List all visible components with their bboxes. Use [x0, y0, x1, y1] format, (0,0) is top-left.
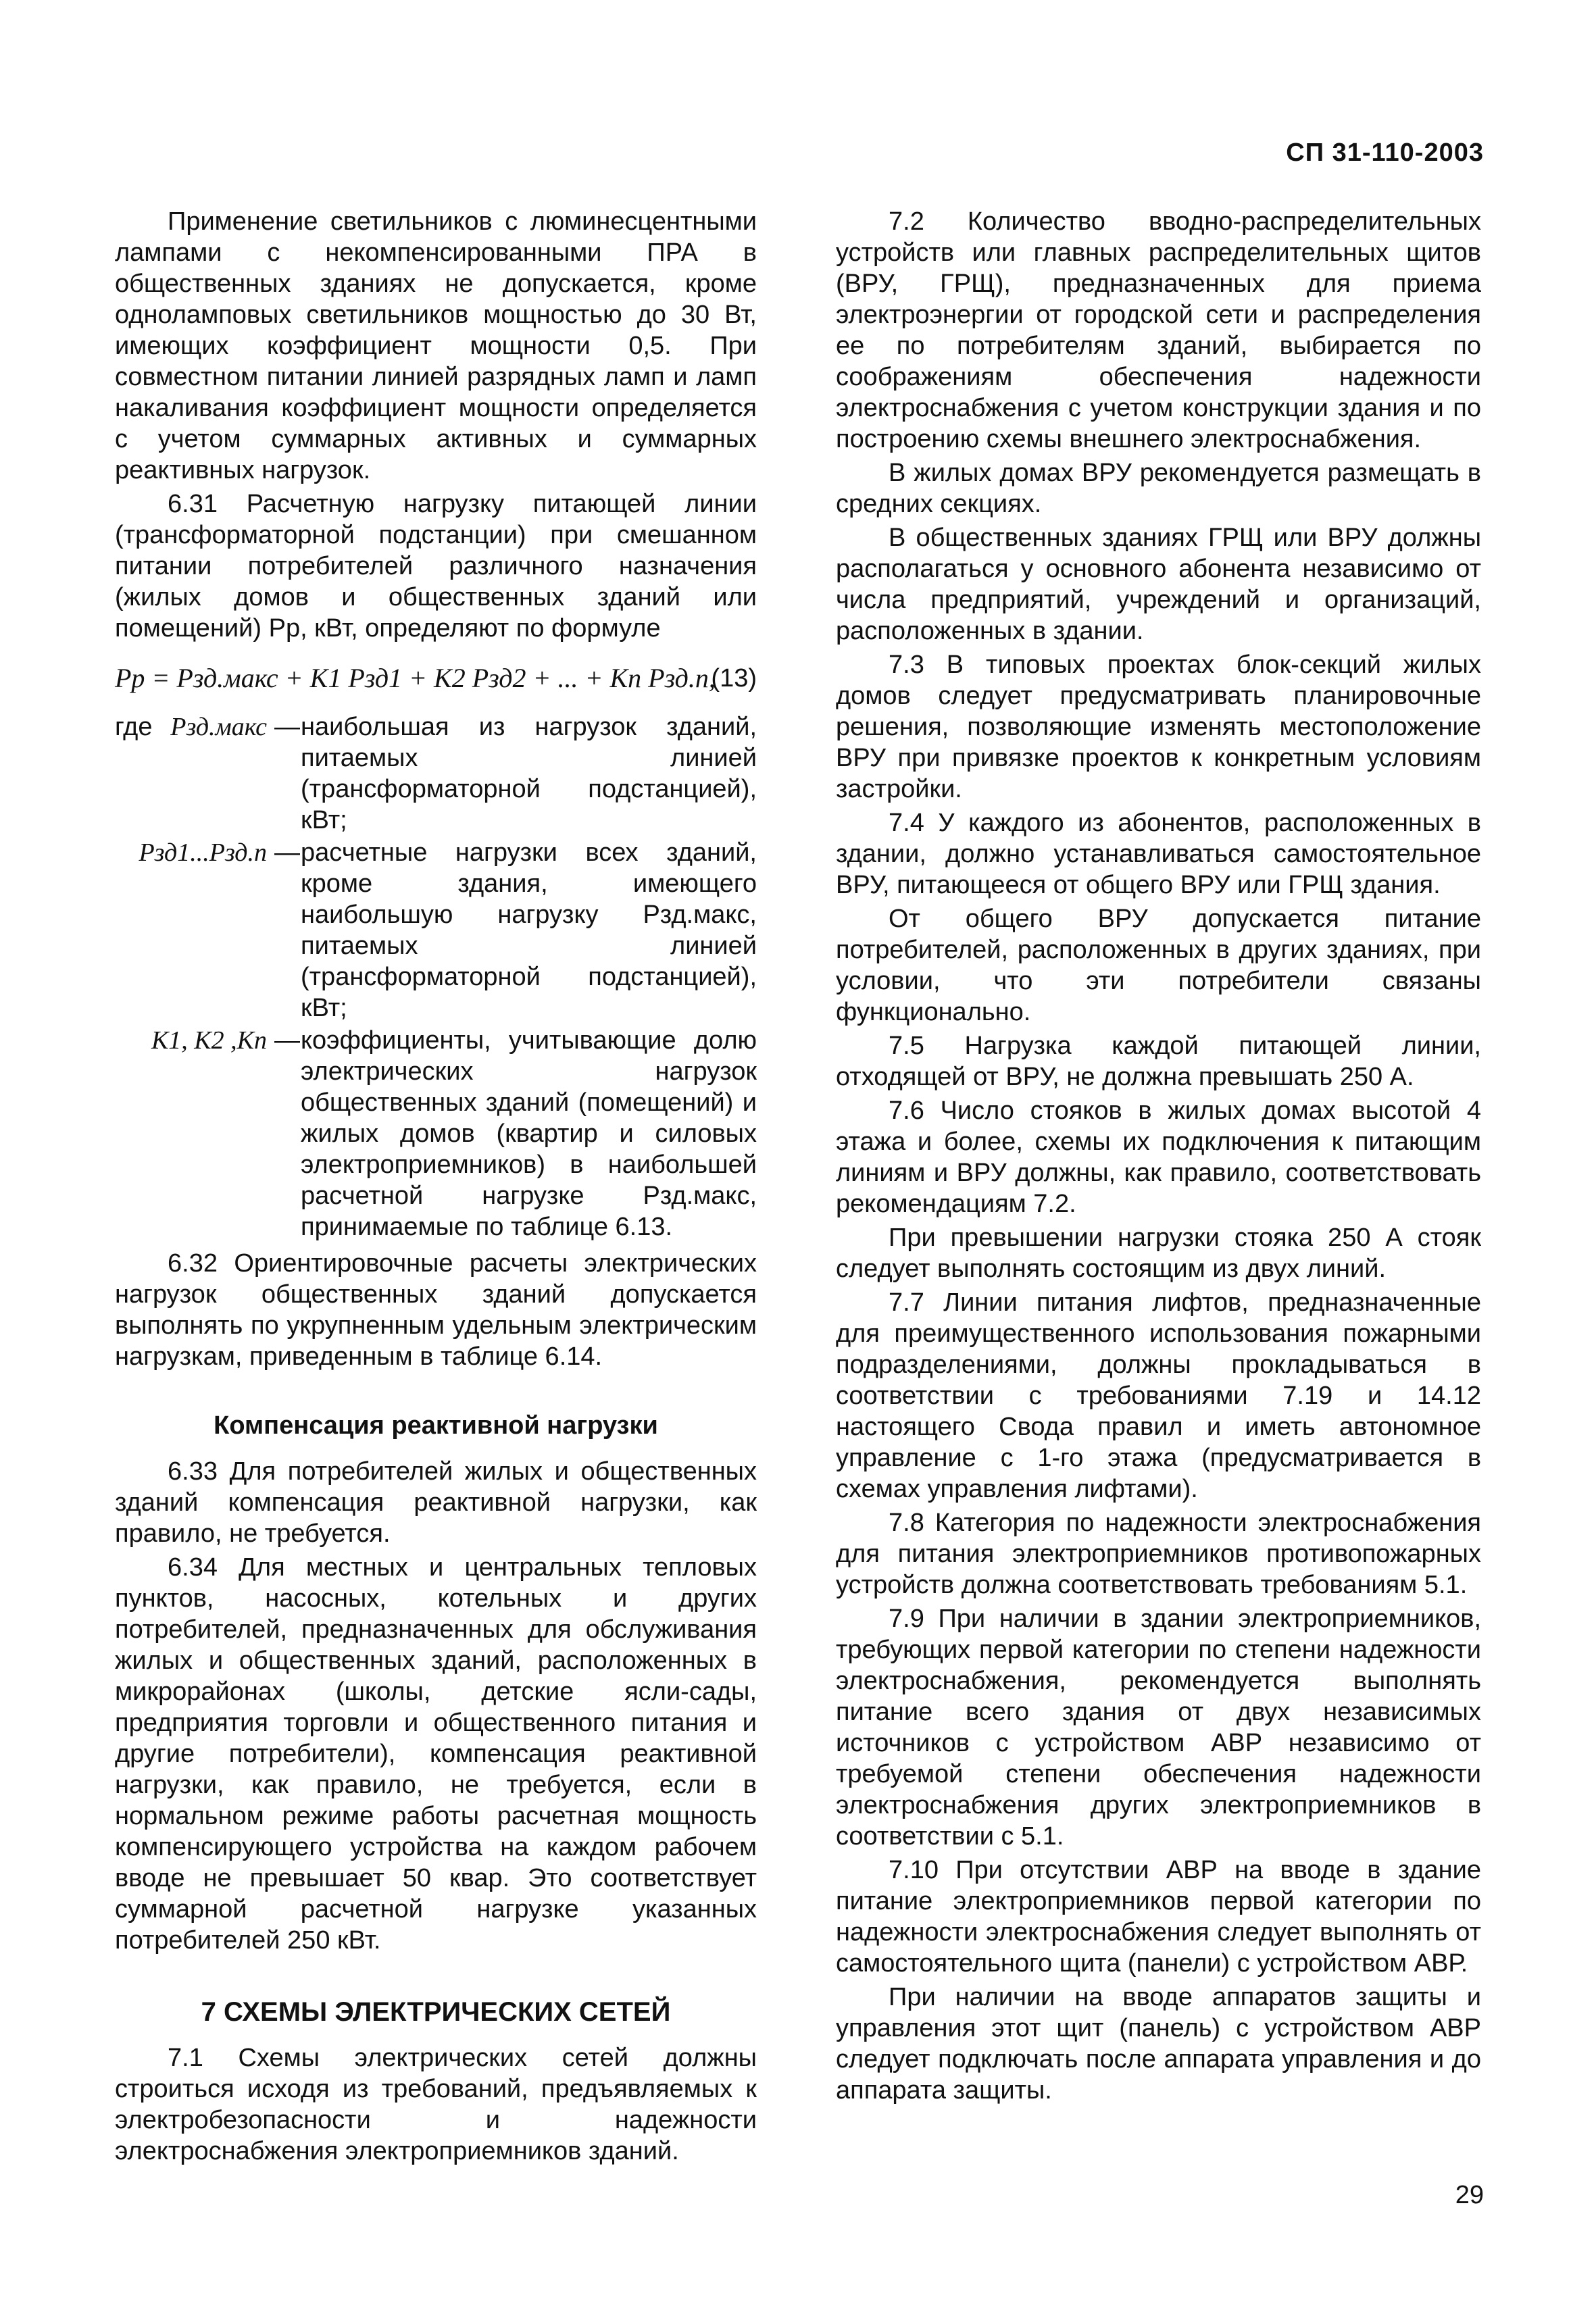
paragraph: При превышении нагрузки стояка 250 А стояк следует выполнять состоящим из двух линий.: [836, 1224, 1481, 1283]
formula-number: (13): [711, 664, 757, 693]
where-word: где: [115, 713, 153, 741]
legend-description: наибольшая из нагрузок зданий, питаемых линией (трансформаторной подстанцией), кВт;: [301, 713, 757, 834]
paragraph: 7.3 В типовых проектах блок-секций жилых домов следует предусматривать планировочные решения, позволяющие изменять местоположение ВРУ при привязке проектов к конкретным условиям застройки.: [836, 651, 1481, 803]
document-code: СП 31-110-2003: [1286, 139, 1484, 167]
paragraph: 6.32 Ориентировочные расчеты электрических нагрузок общественных зданий допускается выполнять по укрупненным удельным электрическим нагрузкам, приведенным в таблице 6.14.: [115, 1249, 757, 1371]
legend-symbol: Pзд1...Pзд.n: [139, 838, 267, 867]
paragraph: 6.34 Для местных и центральных тепловых пунктов, насосных, котельных и других потребителей, предназначенных для обслуживания жилых и общественных зданий, расположенных в микрорайонах (школы, детские ясли-сады, предприятия торговли и общественного питания и другие потребители), компенсация реактивной нагрузки, как правило, не требуется, если в нормальном режиме работы расчетная мощность компенсирующего устройства на каждом рабочем вводе не превышает 50 квар. Это соответствует суммарной расчетной нагрузке указанных потребителей 250 кВт.: [115, 1553, 757, 1955]
paragraph: 7.7 Линии питания лифтов, предназначенные для преимущественного использования пожарными подразделениями, должны прокладываться в соответствии с требованиями 7.19 и 14.12 настоящего Свода правил и иметь автономное управление с 1-го этажа (предусматривается в схемах управления лифтами).: [836, 1288, 1481, 1503]
section-heading: 7 СХЕМЫ ЭЛЕКТРИЧЕСКИХ СЕТЕЙ: [201, 1997, 671, 2027]
section-subheading: Компенсация реактивной нагрузки: [214, 1411, 658, 1440]
paragraph: От общего ВРУ допускается питание потребителей, расположенных в других зданиях, при условии, что эти потребители связаны функционально.: [836, 905, 1481, 1026]
paragraph: 6.33 Для потребителей жилых и общественных зданий компенсация реактивной нагрузки, как правило, не требуется.: [115, 1457, 757, 1548]
legend-row: [115, 1025, 757, 1242]
paragraph: 6.31 Расчетную нагрузку питающей линии (трансформаторной подстанции) при смешанном питании потребителей различного назначения (жилых домов и общественных зданий или помещений) Pр, кВт, определяют по формуле: [115, 490, 757, 643]
formula-expression: Pр = Pзд.макс + K1 Pзд1 + K2 Pзд2 + ... + Kn Pзд.n,: [115, 663, 716, 693]
legend-dash: —: [274, 838, 300, 867]
formula-legend: [115, 711, 757, 1242]
paragraph: 7.1 Схемы электрических сетей должны строиться исходя из требований, предъявляемых к электробезопасности и надежности электроснабжения электроприемников зданий.: [115, 2044, 757, 2165]
legend-symbol: Pзд.макс: [170, 713, 267, 741]
paragraph: В жилых домах ВРУ рекомендуется размещать в средних секциях.: [836, 459, 1481, 518]
legend-description: расчетные нагрузки всех зданий, кроме здания, имеющего наибольшую нагрузку Pзд.макс, питаемых линией (трансформаторной подстанцией), кВт;: [301, 838, 757, 1022]
page-number: 29: [1455, 2181, 1484, 2209]
left-column: [115, 206, 757, 2169]
legend-description: коэффициенты, учитывающие долю электрических нагрузок общественных зданий (помещений) и жилых домов (квартир и силовых электроприемников) в наибольшей расчетной нагрузке Pзд.макс, принимаемые по таблице 6.13.: [301, 1026, 757, 1241]
right-column: [836, 206, 1481, 2109]
legend-row: [115, 711, 757, 836]
legend-dash: —: [274, 1026, 300, 1055]
paragraph: При наличии на вводе аппаратов защиты и управления этот щит (панель) с устройством АВР следует подключать после аппарата управления и до аппарата защиты.: [836, 1983, 1481, 2105]
legend-dash: —: [274, 713, 300, 741]
legend-symbol: K1, K2 ,Kn: [151, 1026, 267, 1055]
legend-row: [115, 837, 757, 1024]
paragraph: Применение светильников с люминесцентными лампами с некомпенсированными ПРА в общественных зданиях не допускается, кроме одноламповых светильников мощностью до 30 Вт, имеющих коэффициент мощности 0,5. При совместном питании линией разрядных ламп и ламп накаливания коэффициент мощности определяется с учетом суммарных активных и суммарных реактивных нагрузок.: [115, 207, 757, 484]
formula-13: [115, 656, 757, 705]
paragraph: 7.5 Нагрузка каждой питающей линии, отходящей от ВРУ, не должна превышать 250 А.: [836, 1032, 1481, 1091]
paragraph: В общественных зданиях ГРЩ или ВРУ должны располагаться у основного абонента независимо от числа предприятий, учреждений и организаций, расположенных в здании.: [836, 524, 1481, 645]
paragraph: 7.9 При наличии в здании электроприемников, требующих первой категории по степени надежности электроснабжения, рекомендуется выполнять питание всего здания от двух независимых источников с устройством АВР независимо от требуемой степени обеспечения надежности электроснабжения других электроприемников в соответствии с 5.1.: [836, 1605, 1481, 1851]
paragraph: 7.2 Количество вводно-распределительных устройств или главных распределительных щитов (ВРУ, ГРЩ), предназначенных для приема электроэнергии от городской сети и распределения ее по потребителям зданий, выбирается по соображениям обеспечения надежности электроснабжения с учетом конструкции здания и по построению схемы внешнего электроснабжения.: [836, 207, 1481, 453]
paragraph: 7.10 При отсутствии АВР на вводе в здание питание электроприемников первой категории по надежности электроснабжения следует выполнять от самостоятельного щита (панели) с устройством АВР.: [836, 1856, 1481, 1978]
paragraph: 7.8 Категория по надежности электроснабжения для питания электроприемников противопожарных устройств должна соответствовать требованиям 5.1.: [836, 1509, 1481, 1599]
paragraph: 7.4 У каждого из абонентов, расположенных в здании, должно устанавливаться самостоятельное ВРУ, питающееся от общего ВРУ или ГРЩ здания.: [836, 809, 1481, 899]
paragraph: 7.6 Число стояков в жилых домах высотой 4 этажа и более, схемы их подключения к питающим линиям и ВРУ должны, как правило, соответствовать рекомендациям 7.2.: [836, 1097, 1481, 1218]
